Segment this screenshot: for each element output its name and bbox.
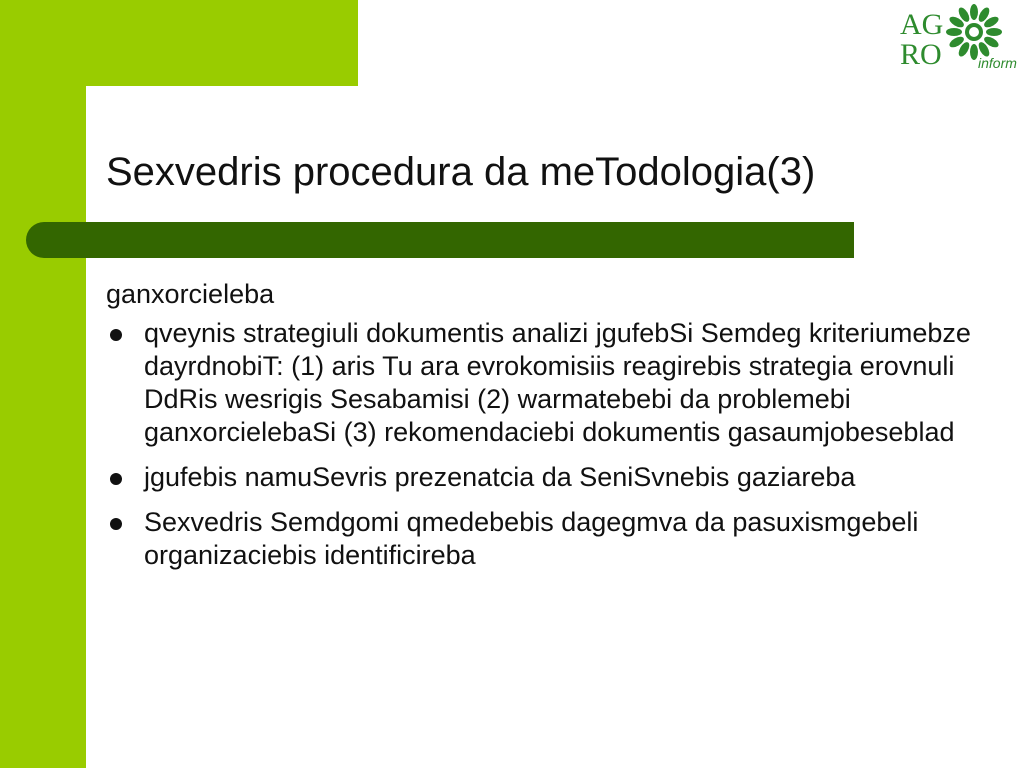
bullet-item xyxy=(106,461,1006,494)
sunflower-icon xyxy=(946,4,1002,60)
bullet-icon xyxy=(110,473,122,485)
bullet-list xyxy=(106,317,1006,572)
bullet-item xyxy=(106,506,1006,572)
subheading: ganxorcieleba xyxy=(106,279,275,309)
slide-title: Sexvedris procedura da meTodologia(3) xyxy=(106,150,816,194)
agroinform-logo xyxy=(896,2,1024,72)
bullet-icon xyxy=(110,518,122,530)
top-decor-block xyxy=(0,0,358,86)
title-underline-bar xyxy=(26,222,854,258)
bullet-text: jgufebis namuSevris prezenatcia da SeniSvnebis gaziareba xyxy=(144,462,856,492)
slide-body xyxy=(106,278,1006,584)
logo-text-inform: inform xyxy=(978,55,1017,71)
left-decor-band xyxy=(0,0,86,768)
bullet-icon xyxy=(110,329,122,341)
logo-text-ro: RO xyxy=(900,38,942,71)
bullet-text: qveynis strategiuli dokumentis analizi jgufebSi Semdeg kriteriumebze dayrdnobiT: (1) aris Tu ara evrokomisiis reagirebis strategia erovnuli DdRis wesrigis Sesabamisi (2) warmatebebi da problemebi ganxorcielebaSi (3) rekomendaciebi dokumentis gasaumjobeseblad xyxy=(144,318,971,447)
bullet-text: Sexvedris Semdgomi qmedebebis dagegmva da pasuxismgebeli organizaciebis identificireba xyxy=(144,507,919,570)
bullet-item xyxy=(106,317,1006,449)
logo-text-ag: AG xyxy=(900,8,944,41)
